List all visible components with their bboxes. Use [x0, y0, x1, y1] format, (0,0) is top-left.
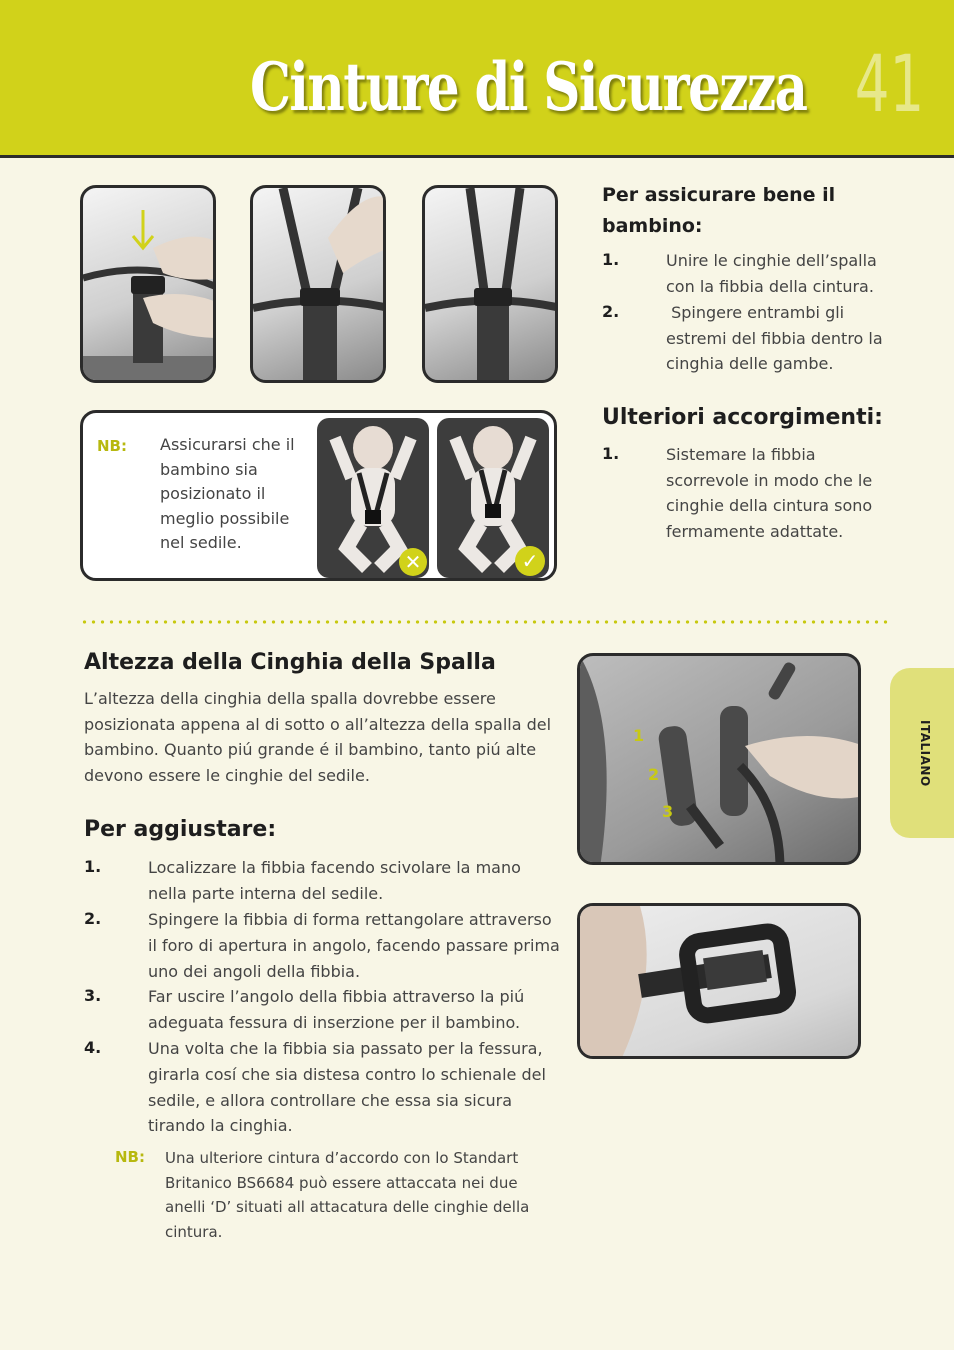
photo-buckle-step-2: [250, 185, 386, 383]
adjust-heading: Per aggiustare:: [84, 817, 277, 842]
page-header: [0, 0, 954, 158]
adjust-nb-text: Una ulteriore cintura d’accordo con lo Standart Britanico BS6684 può essere attaccata nei due anelli ‘D’ situati all attacatura delle cinghie della cintura.: [165, 1149, 530, 1241]
adjust-step-text-1: Localizzare la fibbia facendo scivolare la mano nella parte interna del sedile.: [148, 858, 521, 903]
adjust-step-num-2: 2.: [84, 909, 102, 928]
nb-label: NB:: [97, 437, 127, 455]
nb-note-box: [80, 410, 557, 581]
page-title: Cinture di Sicurezza: [250, 48, 807, 126]
secure-step-num-2: 2.: [602, 302, 620, 321]
adjust-step-text-3: Far uscire l’angolo della fibbia attraverso la piú adeguata fessura di inserzione per il bambino.: [148, 987, 525, 1032]
language-tab-label: ITALIANO: [918, 719, 932, 787]
photo-strap-slots: [577, 653, 861, 865]
slot-position-1: 1: [633, 726, 645, 745]
photo-buckle-step-1: [80, 185, 216, 383]
page-number: 41: [854, 40, 924, 130]
tips-step-num-1: 1.: [602, 444, 620, 463]
secure-step-text-1: Unire le cinghie dell’spalla con la fibbia della cintura.: [666, 251, 877, 296]
adjust-step-text-4: Una volta che la fibbia sia passato per la fessura, girarla cosí che sia distesa contro lo schienale del sedile, e allora controllare che essa sia sicura tirando la cinghia.: [148, 1039, 546, 1136]
slot-position-2: 2: [648, 765, 660, 784]
slot-position-3: 3: [662, 802, 674, 821]
adjust-step-text-2: Spingere la fibbia di forma rettangolare attraverso il foro di apertura in angolo, facendo passare prima uno dei angoli della fibbia.: [148, 910, 560, 981]
secure-step-num-1: 1.: [602, 250, 620, 269]
language-side-tab: [890, 668, 954, 838]
photo-buckle-step-3: [422, 185, 558, 383]
adjust-nb-label: NB:: [115, 1148, 145, 1166]
tips-step-text-1: Sistemare la fibbia scorrevole in modo che le cinghie della cintura sono fermamente adattate.: [666, 445, 873, 541]
adjust-step-num-4: 4.: [84, 1038, 102, 1057]
shoulder-height-heading: Altezza della Cinghia della Spalla: [84, 650, 496, 675]
adjust-step-num-1: 1.: [84, 857, 102, 876]
check-icon: ✓: [515, 546, 545, 576]
dotted-separator: [80, 619, 888, 625]
nb-text: Assicurarsi che il bambino sia posizionato il meglio possibile nel sedile.: [160, 435, 295, 552]
adjust-step-num-3: 3.: [84, 986, 102, 1005]
shoulder-height-text: L’altezza della cinghia della spalla dovrebbe essere posizionata appena al di sotto o all’altezza della spalla del bambino. Quanto piú grande é il bambino, tanto piú alte devono essere le cinghie del sedile.: [84, 689, 552, 785]
photo-baby-wrong: [317, 418, 429, 578]
photo-baby-correct: [437, 418, 549, 578]
secure-child-heading: Per assicurare bene il bambino:: [602, 184, 836, 237]
photo-buckle-closeup: [577, 903, 861, 1059]
down-arrow-icon: [133, 210, 153, 248]
further-tips-heading: Ulteriori accorgimenti:: [602, 405, 883, 430]
cross-icon: ✕: [399, 548, 427, 576]
secure-step-text-2: Spingere entrambi gli estremi del fibbia dentro la cinghia delle gambe.: [666, 303, 888, 373]
